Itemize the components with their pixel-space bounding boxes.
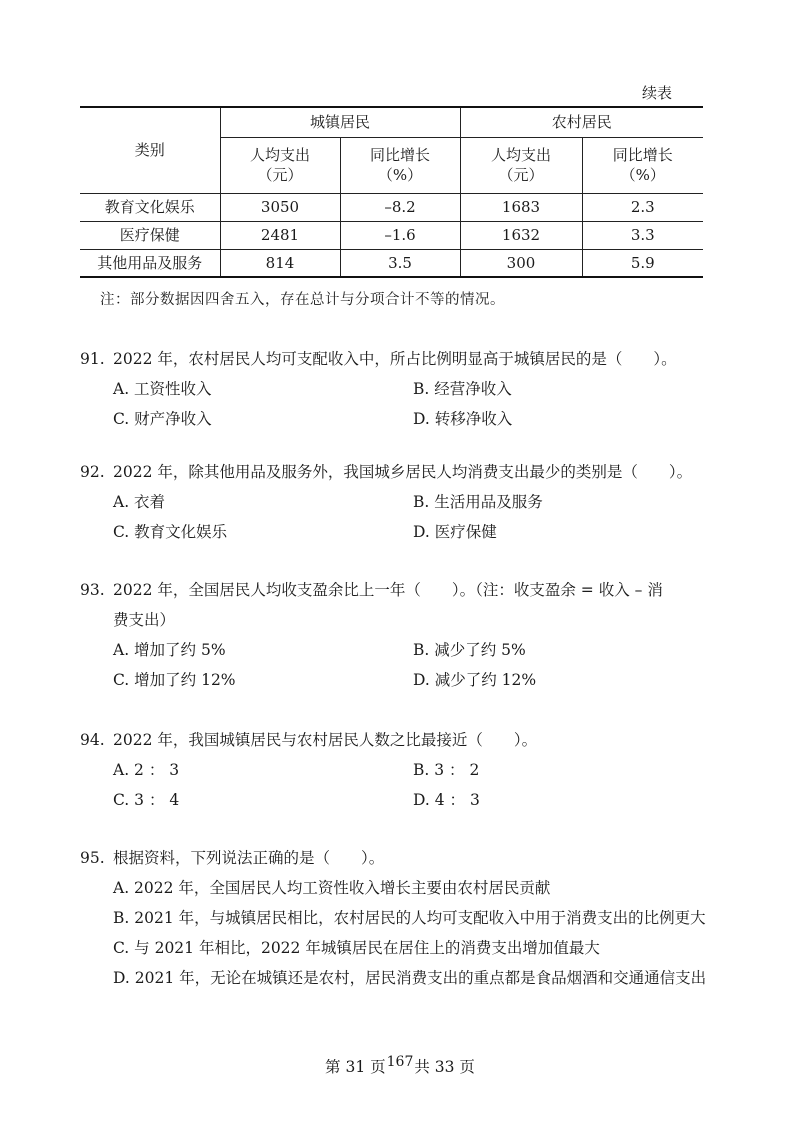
category-header: 类别: [80, 107, 220, 193]
question-93: [80, 575, 720, 695]
rural-growth-cell: 5.9: [582, 249, 703, 277]
option-c[interactable]: C. 教育文化娱乐: [113, 523, 228, 541]
option-b[interactable]: B. 生活用品及服务: [413, 493, 543, 511]
option-b[interactable]: B. 2021 年，与城镇居民相比，农村居民的人均可支配收入中用于消费支出的比例更大: [113, 909, 706, 927]
option-list: [80, 635, 720, 695]
option-d[interactable]: D. 2021 年，无论在城镇还是农村，居民消费支出的重点都是食品烟酒和交通通信支出: [113, 969, 707, 987]
urban-spend-cell: 3050: [220, 193, 340, 221]
option-d[interactable]: D. 4 ： 3: [413, 791, 480, 809]
rural-spend-cell: 1683: [460, 193, 582, 221]
rural-spend-header: 人均支出 （元）: [460, 137, 582, 193]
page-number-current: 第 31 页: [325, 1058, 386, 1076]
question-92: [80, 457, 720, 547]
option-c[interactable]: C. 增加了约 12%: [113, 671, 236, 689]
rural-spend-cell: 300: [460, 249, 582, 277]
rural-growth-cell: 3.3: [582, 221, 703, 249]
question-stem: 93. 2022 年，全国居民人均收支盈余比上一年（ ）。（注：收支盈余 = 收入 – 消: [80, 575, 720, 605]
rural-growth-header: 同比增长 （%）: [582, 137, 703, 193]
urban-growth-cell: –8.2: [340, 193, 460, 221]
question-94: [80, 725, 720, 815]
page-footer: [0, 1055, 800, 1077]
option-b[interactable]: B. 减少了约 5%: [413, 641, 526, 659]
row-category: 其他用品及服务: [80, 249, 220, 277]
table-row: [80, 193, 703, 221]
table-note: 注：部分数据因四舍五入，存在总计与分项合计不等的情况。: [100, 292, 505, 308]
rural-spend-cell: 1632: [460, 221, 582, 249]
row-category: 医疗保健: [80, 221, 220, 249]
table-row: [80, 249, 703, 277]
option-d[interactable]: D. 医疗保健: [413, 523, 497, 541]
question-95: [80, 843, 720, 993]
table-header-row-groups: [80, 107, 703, 137]
option-list: [80, 374, 720, 434]
option-list: [80, 873, 720, 993]
option-a[interactable]: A. 增加了约 5%: [113, 641, 226, 659]
option-a[interactable]: A. 工资性收入: [113, 380, 212, 398]
question-number: 93.: [80, 581, 105, 599]
question-stem: 92. 2022 年，除其他用品及服务外，我国城乡居民人均消费支出最少的类别是（ ）。: [80, 457, 720, 487]
question-stem-continued: 费支出）: [113, 611, 176, 629]
option-a[interactable]: A. 衣着: [113, 493, 166, 511]
question-number: 92.: [80, 463, 105, 481]
rural-group-header: 农村居民: [460, 107, 703, 137]
row-category: 教育文化娱乐: [80, 193, 220, 221]
option-c[interactable]: C. 与 2021 年相比，2022 年城镇居民在居住上的消费支出增加值最大: [113, 939, 600, 957]
option-b[interactable]: B. 经营净收入: [413, 380, 512, 398]
question-number: 94.: [80, 731, 105, 749]
question-number: 95.: [80, 849, 105, 867]
question-stem: 94. 2022 年，我国城镇居民与农村居民人数之比最接近（ ）。: [80, 725, 720, 755]
question-stem: 95. 根据资料，下列说法正确的是（ ）。: [80, 843, 720, 873]
urban-spend-cell: 2481: [220, 221, 340, 249]
spending-table: [80, 106, 703, 278]
option-list: [80, 755, 720, 815]
option-b[interactable]: B. 3 ： 2: [413, 761, 480, 779]
urban-growth-cell: –1.6: [340, 221, 460, 249]
urban-group-header: 城镇居民: [220, 107, 460, 137]
urban-growth-cell: 3.5: [340, 249, 460, 277]
option-c[interactable]: C. 3 ： 4: [113, 791, 180, 809]
question-number: 91.: [80, 350, 105, 368]
option-c[interactable]: C. 财产净收入: [113, 410, 212, 428]
option-d[interactable]: D. 转移净收入: [413, 410, 513, 428]
page-number-total: 共 33 页: [414, 1058, 475, 1076]
continued-label: 续表: [641, 84, 672, 102]
question-91: [80, 344, 720, 434]
stamp-number: 167: [386, 1054, 414, 1070]
option-d[interactable]: D. 减少了约 12%: [413, 671, 537, 689]
urban-spend-header: 人均支出 （元）: [220, 137, 340, 193]
rural-growth-cell: 2.3: [582, 193, 703, 221]
option-a[interactable]: A. 2022 年，全国居民人均工资性收入增长主要由农村居民贡献: [113, 879, 551, 897]
table-row: [80, 221, 703, 249]
urban-spend-cell: 814: [220, 249, 340, 277]
option-a[interactable]: A. 2 ： 3: [113, 761, 180, 779]
question-stem: 91. 2022 年，农村居民人均可支配收入中，所占比例明显高于城镇居民的是（ ）。: [80, 344, 720, 374]
urban-growth-header: 同比增长 （%）: [340, 137, 460, 193]
option-list: [80, 487, 720, 547]
